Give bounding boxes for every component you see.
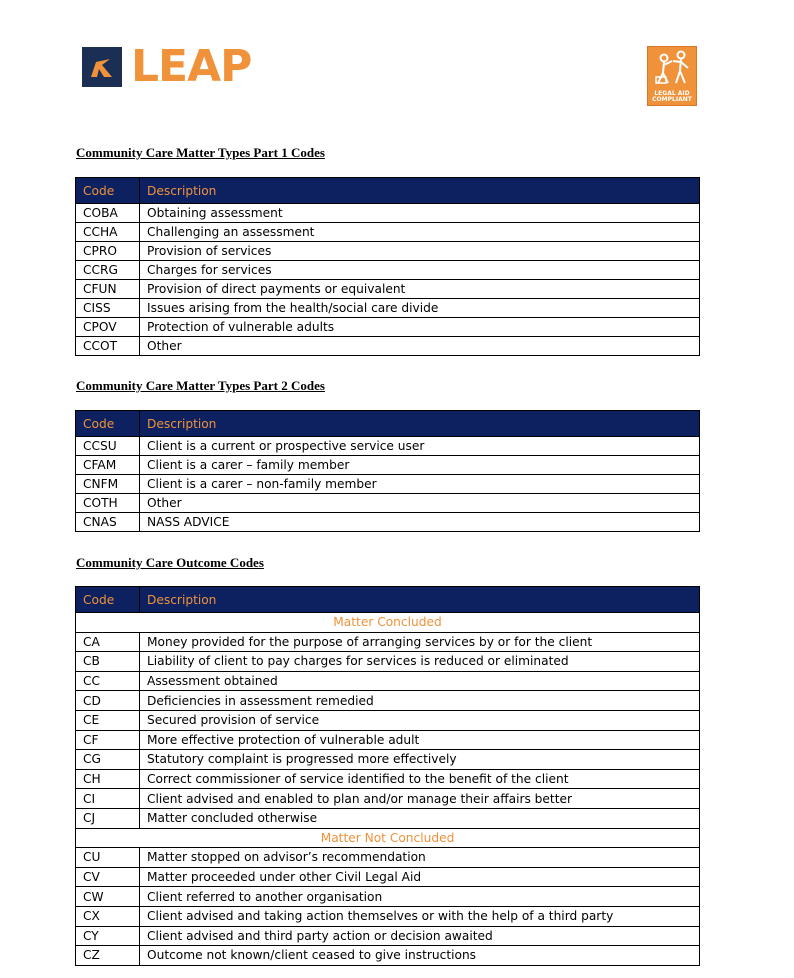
code-cell: CF: [76, 730, 140, 750]
table-row: [76, 652, 700, 672]
section-title-part2: Community Care Matter Types Part 2 Codes: [76, 378, 325, 393]
code-cell: COBA: [76, 204, 140, 223]
description-cell: Client is a current or prospective service user: [140, 437, 700, 456]
description-cell: Challenging an assessment: [140, 223, 700, 242]
code-cell: CCOT: [76, 337, 140, 356]
code-cell: CZ: [76, 946, 140, 966]
code-cell: CJ: [76, 808, 140, 828]
description-cell: Obtaining assessment: [140, 204, 700, 223]
code-cell: CNFM: [76, 475, 140, 494]
table-row: [76, 926, 700, 946]
description-cell: Secured provision of service: [140, 710, 700, 730]
table-row: [76, 318, 700, 337]
outcome-codes-table: [75, 586, 700, 966]
code-cell: CPOV: [76, 318, 140, 337]
leap-logo-mark-icon: [82, 47, 122, 87]
description-header: Description: [140, 178, 700, 204]
description-header: Description: [140, 587, 700, 613]
table-row: [76, 513, 700, 532]
description-cell: Charges for services: [140, 261, 700, 280]
badge-label: LEGAL AID COMPLIANT: [652, 90, 692, 103]
table-row: [76, 632, 700, 652]
code-cell: CA: [76, 632, 140, 652]
description-cell: More effective protection of vulnerable adult: [140, 730, 700, 750]
group-label: Matter Concluded: [76, 613, 700, 633]
code-cell: CB: [76, 652, 140, 672]
code-header: Code: [76, 411, 140, 437]
legal-aid-compliant-badge: [647, 46, 697, 106]
description-cell: Matter concluded otherwise: [140, 808, 700, 828]
description-cell: Statutory complaint is progressed more effectively: [140, 750, 700, 770]
table-row: [76, 769, 700, 789]
description-cell: Client is a carer – family member: [140, 456, 700, 475]
code-cell: CFAM: [76, 456, 140, 475]
table-row: [76, 475, 700, 494]
table-row: [76, 456, 700, 475]
table-header-row: [76, 587, 700, 613]
climbers-icon: [648, 47, 696, 87]
table-row: [76, 808, 700, 828]
code-cell: CE: [76, 710, 140, 730]
table-row: [76, 261, 700, 280]
group-label: Matter Not Concluded: [76, 828, 700, 848]
table-row: [76, 494, 700, 513]
code-cell: CV: [76, 867, 140, 887]
description-cell: Other: [140, 337, 700, 356]
group-row-not-concluded: [76, 828, 700, 848]
table-row: [76, 710, 700, 730]
description-cell: Matter stopped on advisor’s recommendation: [140, 848, 700, 868]
description-cell: Money provided for the purpose of arranging services by or for the client: [140, 632, 700, 652]
table-row: [76, 437, 700, 456]
description-header: Description: [140, 411, 700, 437]
table-row: [76, 867, 700, 887]
description-cell: Assessment obtained: [140, 671, 700, 691]
table-row: [76, 299, 700, 318]
table-row: [76, 789, 700, 809]
code-header: Code: [76, 587, 140, 613]
description-cell: Deficiencies in assessment remedied: [140, 691, 700, 711]
table-row: [76, 671, 700, 691]
code-cell: CG: [76, 750, 140, 770]
code-cell: CNAS: [76, 513, 140, 532]
code-cell: CW: [76, 887, 140, 907]
description-cell: Other: [140, 494, 700, 513]
table-row: [76, 730, 700, 750]
part2-codes-table: [75, 410, 700, 532]
code-cell: CISS: [76, 299, 140, 318]
description-cell: Provision of direct payments or equivalent: [140, 280, 700, 299]
code-cell: CI: [76, 789, 140, 809]
code-cell: COTH: [76, 494, 140, 513]
table-header-row: [76, 411, 700, 437]
code-cell: CCSU: [76, 437, 140, 456]
description-cell: Correct commissioner of service identified to the benefit of the client: [140, 769, 700, 789]
description-cell: Liability of client to pay charges for services is reduced or eliminated: [140, 652, 700, 672]
table-row: [76, 691, 700, 711]
table-row: [76, 242, 700, 261]
leap-logo: [82, 41, 252, 92]
table-row: [76, 337, 700, 356]
description-cell: Provision of services: [140, 242, 700, 261]
description-cell: Protection of vulnerable adults: [140, 318, 700, 337]
description-cell: Outcome not known/client ceased to give instructions: [140, 946, 700, 966]
table-header-row: [76, 178, 700, 204]
code-cell: CD: [76, 691, 140, 711]
code-cell: CH: [76, 769, 140, 789]
code-cell: CFUN: [76, 280, 140, 299]
description-cell: Client advised and third party action or decision awaited: [140, 926, 700, 946]
description-cell: NASS ADVICE: [140, 513, 700, 532]
description-cell: Client advised and enabled to plan and/or manage their affairs better: [140, 789, 700, 809]
code-cell: CY: [76, 926, 140, 946]
code-cell: CC: [76, 671, 140, 691]
table-row: [76, 204, 700, 223]
section-title-outcomes: Community Care Outcome Codes: [76, 555, 264, 570]
description-cell: Client is a carer – non-family member: [140, 475, 700, 494]
table-row: [76, 906, 700, 926]
description-cell: Client advised and taking action themselves or with the help of a third party: [140, 906, 700, 926]
table-row: [76, 946, 700, 966]
table-row: [76, 848, 700, 868]
table-row: [76, 750, 700, 770]
code-header: Code: [76, 178, 140, 204]
description-cell: Client referred to another organisation: [140, 887, 700, 907]
code-cell: CPRO: [76, 242, 140, 261]
table-row: [76, 223, 700, 242]
leap-logo-text: LEAP: [131, 41, 252, 92]
table-row: [76, 280, 700, 299]
code-cell: CX: [76, 906, 140, 926]
description-cell: Matter proceeded under other Civil Legal Aid: [140, 867, 700, 887]
code-cell: CCRG: [76, 261, 140, 280]
group-row-concluded: [76, 613, 700, 633]
description-cell: Issues arising from the health/social care divide: [140, 299, 700, 318]
code-cell: CCHA: [76, 223, 140, 242]
section-title-part1: Community Care Matter Types Part 1 Codes: [76, 145, 325, 160]
code-cell: CU: [76, 848, 140, 868]
table-row: [76, 887, 700, 907]
part1-codes-table: [75, 177, 700, 356]
